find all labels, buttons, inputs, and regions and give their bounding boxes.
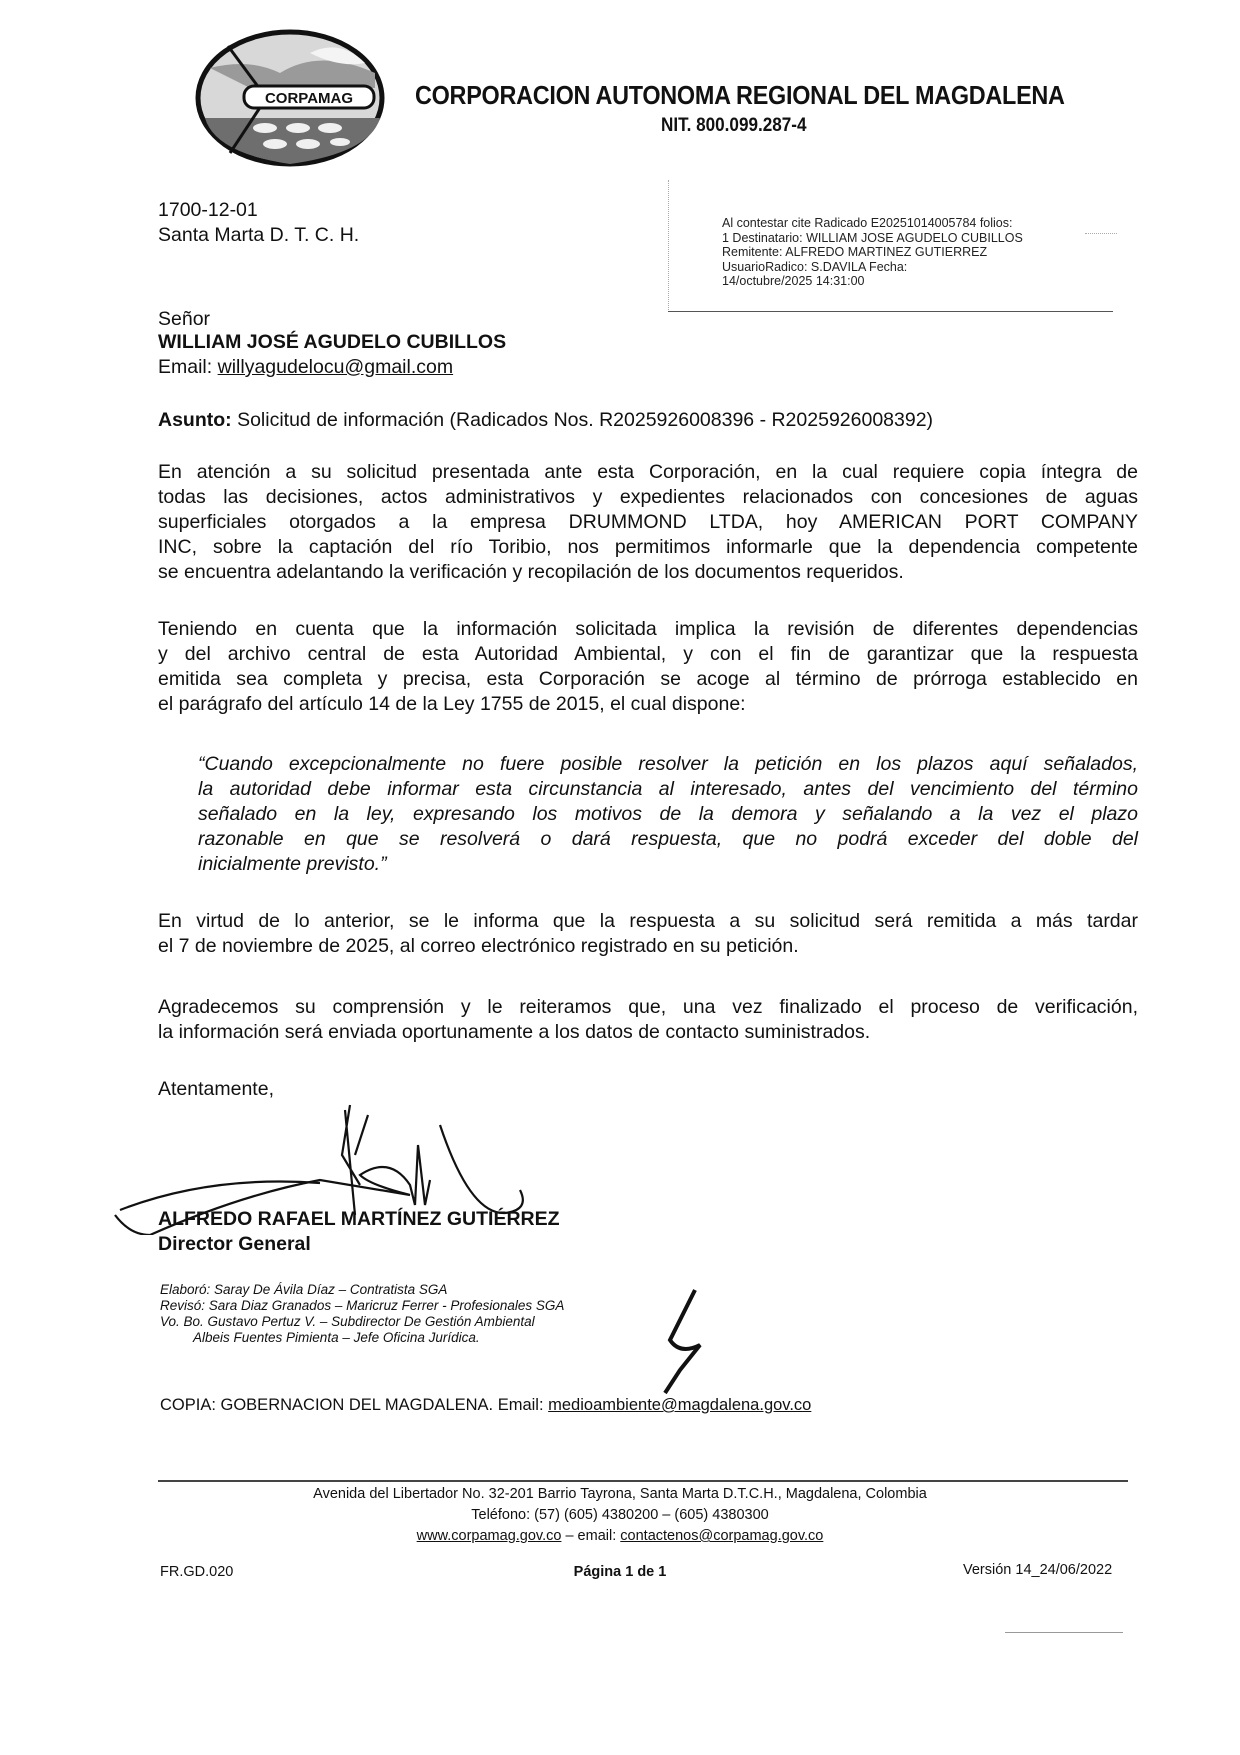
quote-line: señalado en la ley, expresando los motivos de la demora y señalando a la vez el plazo: [198, 803, 1138, 825]
quote-line: inicialmente previsto.”: [198, 853, 387, 875]
stamp-line: UsuarioRadico: S.DAVILA Fecha:: [722, 259, 908, 274]
stamp-line: 1 Destinatario: WILLIAM JOSE AGUDELO CUBILLOS: [722, 230, 1023, 245]
quote-line: razonable en que se resolverá o dará respuesta, que no podrá exceder del doble del: [198, 828, 1138, 850]
recipient-email-link[interactable]: willyagudelocu@gmail.com: [217, 356, 454, 378]
footer-divider: [158, 1480, 1128, 1482]
paragraph-extension: [158, 617, 1138, 717]
paragraph-line: INC, sobre la captación del río Toribio, nos permitimos informarle que la dependencia competente: [158, 536, 1138, 558]
paragraph-thanks: [158, 995, 1138, 1045]
salutation: Señor: [158, 308, 211, 330]
copy-line: [160, 1396, 811, 1415]
footer-contact: [0, 1526, 1240, 1546]
paragraph-line: el 7 de noviembre de 2025, al correo electrónico registrado en su petición.: [158, 935, 799, 957]
recipient-email-row: [158, 355, 453, 380]
paragraph-line: Agradecemos su comprensión y le reiteramos que, una vez finalizado el proceso de verificación,: [158, 996, 1138, 1018]
paragraph-line: Teniendo en cuenta que la información solicitada implica la revisión de diferentes dependencias: [158, 618, 1138, 640]
legal-quote: [198, 752, 1138, 877]
paragraph-line: la información será enviada oportunamente a los datos de contacto suministrados.: [158, 1021, 871, 1043]
city: Santa Marta D. T. C. H.: [158, 224, 360, 246]
filing-stamp: [722, 216, 1023, 289]
subject-label: Asunto:: [158, 409, 232, 431]
footer-address: Avenida del Libertador No. 32-201 Barrio Tayrona, Santa Marta D.T.C.H., Magdalena, Colombia: [313, 1486, 927, 1502]
organization-name: CORPORACION AUTONOMA REGIONAL DEL MAGDALENA: [415, 80, 1065, 110]
stamp-underline: [668, 311, 1113, 312]
quote-line: la autoridad debe informar esta circunstancia al interesado, antes del vencimiento del término: [198, 778, 1138, 800]
footer-email-link[interactable]: contactenos@corpamag.gov.co: [620, 1528, 824, 1544]
footer-phone: Teléfono: (57) (605) 4380200 – (605) 4380300: [471, 1507, 769, 1523]
page-number: Página 1 de 1: [573, 1564, 667, 1580]
organization-nit: NIT. 800.099.287-4: [661, 115, 807, 136]
subject-line: [158, 408, 933, 433]
copy-label: COPIA: GOBERNACION DEL MAGDALENA. Email:: [160, 1396, 549, 1414]
paragraph-deadline: [158, 909, 1138, 959]
closing: Atentamente,: [158, 1078, 274, 1100]
reference-code: 1700-12-01: [158, 199, 258, 221]
paragraph-request: [158, 460, 1138, 585]
quote-line: “Cuando excepcionalmente no fuere posible resolver la petición en los plazos aquí señalados,: [198, 753, 1138, 775]
copy-email-link[interactable]: medioambiente@magdalena.gov.co: [548, 1396, 812, 1414]
footer-website-link[interactable]: www.corpamag.gov.co: [416, 1528, 562, 1544]
credit-legal: Albeis Fuentes Pimienta – Jefe Oficina Jurídica.: [193, 1330, 480, 1345]
signer-role: Director General: [158, 1233, 311, 1255]
stamp-border: [1085, 233, 1117, 234]
paragraph-line: En virtud de lo anterior, se le informa que la respuesta a su solicitud será remitida a más tardar: [158, 910, 1138, 932]
credit-approved-by: Vo. Bo. Gustavo Pertuz V. – Subdirector De Gestión Ambiental: [160, 1314, 535, 1329]
paragraph-line: emitida sea completa y precisa, esta Corporación se acoge al término de prórroga establecido en: [158, 668, 1138, 690]
stamp-line: Al contestar cite Radicado E20251014005784 folios:: [722, 216, 1013, 230]
credit-prepared-by: Elaboró: Saray De Ávila Díaz – Contratista SGA: [160, 1282, 448, 1297]
initials-mark: [645, 1285, 715, 1395]
subject-text: Solicitud de información (Radicados Nos. R2025926008396 - R2025926008392): [231, 409, 934, 431]
email-label: Email:: [158, 356, 218, 378]
paragraph-line: superficiales otorgados a la empresa DRUMMOND LTDA, hoy AMERICAN PORT COMPANY: [158, 511, 1138, 533]
footer-email-separator: – email:: [561, 1528, 621, 1544]
form-code: FR.GD.020: [160, 1564, 234, 1580]
credit-reviewed-by: Revisó: Sara Diaz Granados – Maricruz Ferrer - Profesionales SGA: [160, 1298, 565, 1313]
recipient-name: WILLIAM JOSÉ AGUDELO CUBILLOS: [158, 331, 507, 353]
paragraph-line: el parágrafo del artículo 14 de la Ley 1755 de 2015, el cual dispone:: [158, 693, 746, 715]
stamp-border: [668, 180, 669, 310]
paragraph-line: todas las decisiones, actos administrativos y expedientes relacionados con concesiones de aguas: [158, 486, 1138, 508]
stamp-line: Remitente: ALFREDO MARTINEZ GUTIERREZ: [722, 245, 988, 259]
paragraph-line: En atención a su solicitud presentada ante esta Corporación, en la cual requiere copia íntegra de: [158, 461, 1138, 483]
document-version: Versión 14_24/06/2022: [963, 1562, 1113, 1578]
paragraph-line: se encuentra adelantando la verificación y recopilación de los documentos requeridos.: [158, 561, 904, 583]
paragraph-line: y del archivo central de esta Autoridad Ambiental, y con el fin de garantizar que la respuesta: [158, 643, 1138, 665]
signer-name: ALFREDO RAFAEL MARTÍNEZ GUTIÉRREZ: [158, 1208, 560, 1230]
corpamag-logo: [190, 28, 395, 168]
logo-text: CORPAMAG: [264, 90, 354, 107]
scan-artifact-line: [1005, 1632, 1123, 1633]
stamp-line: 14/octubre/2025 14:31:00: [722, 274, 865, 288]
